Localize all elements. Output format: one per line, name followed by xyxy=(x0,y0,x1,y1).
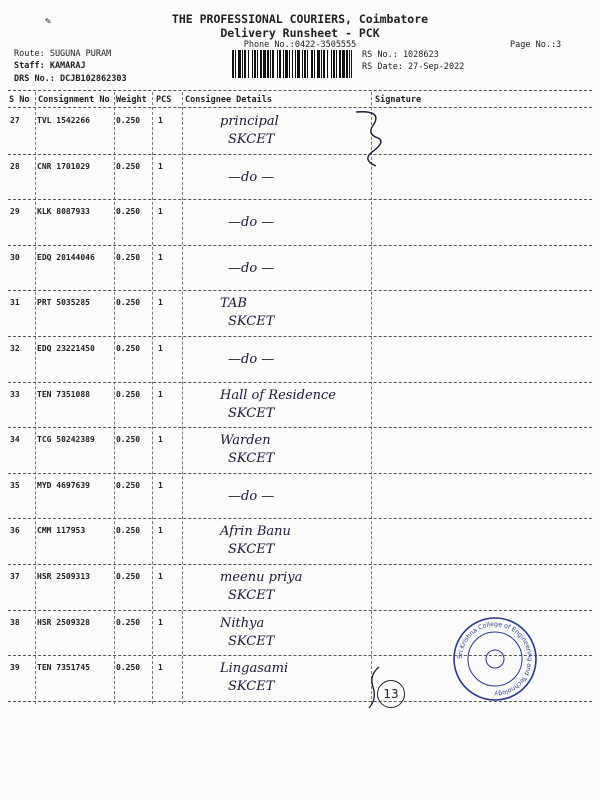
company-title: THE PROFESSIONAL COURIERS, Coimbatore xyxy=(171,12,429,26)
row-weight: 0.250 xyxy=(116,116,141,125)
barcode-bar xyxy=(307,50,308,78)
page-number: Page No.:3 xyxy=(510,40,562,50)
row-pcs: 1 xyxy=(158,344,163,353)
row-weight: 0.250 xyxy=(116,298,141,308)
row-consignee-line1: —do — xyxy=(228,215,275,231)
barcode-bar xyxy=(336,50,337,78)
row-divider xyxy=(8,245,592,246)
row-pcs: 1 xyxy=(158,572,163,581)
row-consignment-no: MYD 4697639 xyxy=(37,480,90,490)
row-consignee-line1: principal xyxy=(220,114,279,129)
barcode-image xyxy=(232,50,352,78)
barcode-bar xyxy=(279,50,281,78)
row-weight: 0.250 xyxy=(116,389,141,399)
row-consignee-line2: SKCET xyxy=(228,405,275,421)
row-divider xyxy=(8,382,592,383)
row-weight: 0.250 xyxy=(116,526,141,536)
row-weight: 0.250 xyxy=(116,572,141,581)
barcode-bar xyxy=(331,50,332,78)
barcode-bar xyxy=(342,50,345,78)
row-consignee-line1: TAB xyxy=(220,296,247,312)
row-divider xyxy=(8,610,592,611)
row-consignment-no: TVL 1542266 xyxy=(37,116,90,125)
row-consignment-no: EDQ 20144046 xyxy=(37,252,95,262)
row-consignee-line1: —do — xyxy=(228,260,275,276)
barcode-bar xyxy=(270,50,271,78)
row-weight: 0.250 xyxy=(116,663,141,673)
svg-text:Sri Krishna College of Enginee: Sri Krishna College of Engineering and Technology xyxy=(456,620,534,698)
row-sno: 39 xyxy=(10,663,20,673)
row-divider xyxy=(8,564,592,565)
row-sno: 35 xyxy=(10,480,20,490)
row-consignee-line1: Hall of Residence xyxy=(220,387,336,403)
row-consignee-line1: —do — xyxy=(228,169,275,185)
barcode-bar xyxy=(238,50,241,78)
row-consignment-no: TEN 7351745 xyxy=(37,663,90,673)
row-consignment-no: HSR 2509313 xyxy=(37,572,90,581)
barcode-bar xyxy=(317,50,320,78)
row-consignee-line1: Warden xyxy=(220,433,271,449)
row-consignment-no: TEN 7351088 xyxy=(37,389,90,399)
barcode-bar xyxy=(254,50,256,78)
barcode-bar xyxy=(302,50,303,78)
row-divider xyxy=(8,336,592,337)
row-pcs: 1 xyxy=(158,435,163,445)
barcode-bar xyxy=(346,50,348,78)
row-consignment-no: TCG 50242389 xyxy=(37,435,95,445)
barcode-bar xyxy=(257,50,258,78)
barcode-bar xyxy=(314,50,315,78)
barcode-bar xyxy=(267,50,269,78)
row-consignee-line1: —do — xyxy=(228,488,275,504)
row-sno: 37 xyxy=(10,572,20,581)
row-sno: 27 xyxy=(10,116,20,125)
row-consignment-no: PRT 5035285 xyxy=(37,298,90,308)
col-sno: S No xyxy=(9,95,30,105)
barcode-bar xyxy=(283,50,284,78)
row-divider xyxy=(8,473,592,474)
row-pcs: 1 xyxy=(158,252,163,262)
barcode-bar xyxy=(304,50,306,78)
college-seal-stamp xyxy=(452,616,538,702)
row-consignee-line1: Nithya xyxy=(220,615,265,631)
barcode-bar xyxy=(323,50,325,78)
row-weight: 0.250 xyxy=(116,252,141,262)
row-divider xyxy=(8,518,592,519)
row-sno: 28 xyxy=(10,161,20,171)
barcode-bar xyxy=(232,50,234,78)
row-weight: 0.250 xyxy=(116,435,141,445)
rs-number: RS No.: 1028623 xyxy=(362,50,439,60)
barcode-bar xyxy=(333,50,335,78)
row-consignee-line1: —do — xyxy=(228,352,275,367)
barcode-bar xyxy=(292,50,293,78)
barcode-bar xyxy=(349,50,350,78)
row-sno: 30 xyxy=(10,252,20,262)
rs-date: RS Date: 27-Sep-2022 xyxy=(362,62,465,72)
row-pcs: 1 xyxy=(158,663,163,673)
row-weight: 0.250 xyxy=(116,617,141,627)
row-sno: 36 xyxy=(10,526,20,536)
row-consignee-line1: Afrin Banu xyxy=(220,524,291,540)
barcode-bar xyxy=(252,50,253,78)
phone-number: Phone No.:0422-3505555 xyxy=(243,40,357,50)
row-divider xyxy=(8,154,592,155)
corner-mark: ✎ xyxy=(45,16,52,27)
row-pcs: 1 xyxy=(158,298,163,308)
row-sno: 34 xyxy=(10,435,20,445)
col-pcs: PCS xyxy=(156,95,172,105)
barcode-bar xyxy=(248,50,249,78)
row-sno: 32 xyxy=(10,344,20,353)
row-divider xyxy=(8,199,592,200)
barcode-bar xyxy=(327,50,328,78)
barcode-bar xyxy=(311,50,313,78)
signature-mark xyxy=(352,108,392,168)
row-weight: 0.250 xyxy=(116,344,141,353)
row-sno: 31 xyxy=(10,298,20,308)
row-consignment-no: EDQ 23221450 xyxy=(37,344,95,353)
row-consignment-no: HSR 2509328 xyxy=(37,617,90,627)
staff: Staff: KAMARAJ xyxy=(14,61,86,71)
col-consignee: Consignee Details xyxy=(185,95,272,105)
row-consignment-no: CMM 117953 xyxy=(37,526,86,536)
barcode-bar xyxy=(321,50,322,78)
row-consignee-line2: SKCET xyxy=(228,451,275,467)
row-consignee-line2: SKCET xyxy=(228,542,275,558)
barcode-bar xyxy=(297,50,300,78)
barcode-bar xyxy=(260,50,262,78)
row-weight: 0.250 xyxy=(116,161,141,171)
row-consignee-line2: SKCET xyxy=(228,588,275,603)
row-sno: 29 xyxy=(10,207,20,217)
row-consignment-no: KLK 8087933 xyxy=(37,207,90,217)
row-consignee-line1: Lingasami xyxy=(220,661,289,677)
row-pcs: 1 xyxy=(158,526,163,536)
row-sno: 38 xyxy=(10,617,20,627)
barcode-bar xyxy=(339,50,341,78)
row-consignee-line2: SKCET xyxy=(228,314,275,330)
col-consignment: Consignment No xyxy=(38,95,110,105)
row-pcs: 1 xyxy=(158,617,163,627)
row-divider xyxy=(8,290,592,291)
sheet-title: Delivery Runsheet - PCK xyxy=(220,26,380,40)
barcode-bar xyxy=(295,50,296,78)
barcode-bar xyxy=(277,50,278,78)
barcode-bar xyxy=(285,50,288,78)
row-weight: 0.250 xyxy=(116,207,141,217)
row-sno: 33 xyxy=(10,389,20,399)
row-consignee-line2: SKCET xyxy=(228,132,275,147)
barcode-bar xyxy=(244,50,246,78)
barcode-bar xyxy=(289,50,290,78)
row-pcs: 1 xyxy=(158,161,163,171)
col-weight: Weight xyxy=(116,95,147,105)
barcode-bar xyxy=(263,50,266,78)
drs-number: DRS No.: DCJB102862303 xyxy=(14,74,127,84)
row-pcs: 1 xyxy=(158,389,163,399)
row-consignee-line2: SKCET xyxy=(228,633,275,649)
col-signature: Signature xyxy=(375,95,422,105)
row-consignee-line2: SKCET xyxy=(228,679,275,695)
route: Route: SUGUNA PURAM xyxy=(14,49,112,59)
row-consignee-line1: meenu priya xyxy=(220,570,303,585)
row-weight: 0.250 xyxy=(116,480,141,490)
barcode-bar xyxy=(242,50,243,78)
row-pcs: 1 xyxy=(158,207,163,217)
barcode-bar xyxy=(235,50,236,78)
barcode-bar xyxy=(272,50,274,78)
barcode-bar xyxy=(351,50,352,78)
row-pcs: 1 xyxy=(158,116,163,125)
row-pcs: 1 xyxy=(158,480,163,490)
row-consignment-no: CNR 1701029 xyxy=(37,161,90,171)
row-divider xyxy=(8,427,592,428)
page-count-circle: 13 xyxy=(377,680,405,708)
